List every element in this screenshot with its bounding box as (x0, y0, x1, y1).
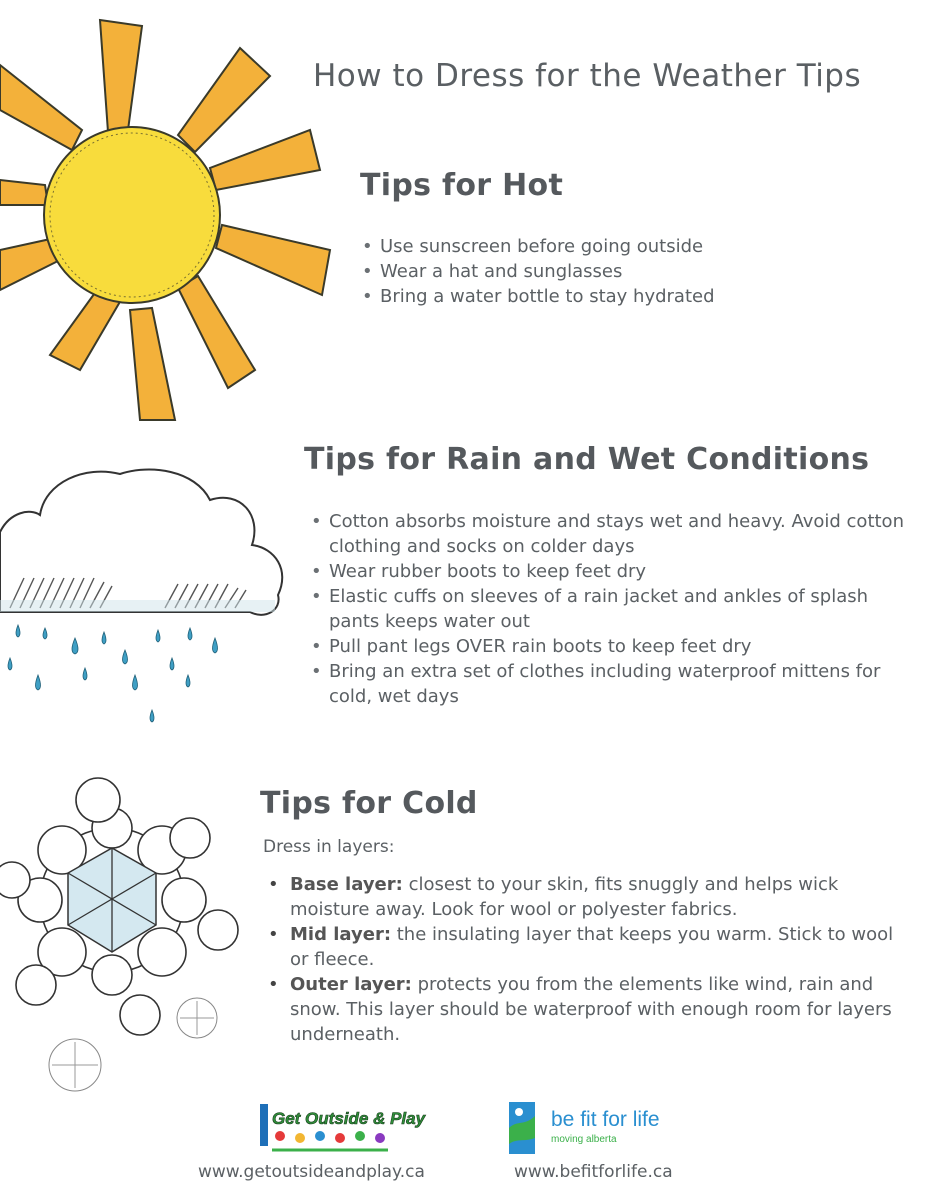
getoutsideandplay-link[interactable]: www.getoutsideandplay.ca (198, 1162, 425, 1182)
list-item: • Wear a hat and sunglasses (362, 259, 882, 284)
layer-label: Base layer: (290, 874, 403, 895)
cold-tips-list (268, 872, 898, 1047)
hot-tips-list (362, 234, 882, 309)
sun-icon (0, 10, 345, 430)
rain-tips-list (311, 509, 916, 709)
snowflake-icon (0, 770, 250, 1090)
list-item (268, 972, 898, 1047)
list-item: • Wear rubber boots to keep feet dry (311, 559, 916, 584)
befitforlife-logo (505, 1098, 685, 1156)
list-item: • Use sunscreen before going outside (362, 234, 882, 259)
list-item: • Cotton absorbs moisture and stays wet and heavy. Avoid cotton clothing and socks on colder days (311, 509, 916, 559)
list-item: • Bring a water bottle to stay hydrated (362, 284, 882, 309)
layer-text: protects you from the elements like wind, rain and snow. This layer should be waterproof with enough room for layers underneath. (290, 974, 892, 1045)
layer-text: the insulating layer that keeps you warm. Stick to wool or fleece. (290, 924, 894, 970)
logo-right-text: be fit for life (551, 1108, 660, 1131)
layer-label: Mid layer: (290, 924, 392, 945)
list-item (268, 922, 898, 972)
befit-mark-icon (505, 1098, 545, 1156)
list-item: • Elastic cuffs on sleeves of a rain jacket and ankles of splash pants keeps water out (311, 584, 916, 634)
cold-intro: Dress in layers: (263, 837, 395, 857)
hot-heading: Tips for Hot (360, 168, 564, 203)
list-item: • Pull pant legs OVER rain boots to keep feet dry (311, 634, 916, 659)
kids-logo-icon (258, 1098, 426, 1156)
cloud-rain-icon (0, 460, 300, 740)
page-title: How to Dress for the Weather Tips (313, 58, 862, 94)
layer-text: closest to your skin, fits snuggly and helps wick moisture away. Look for wool or polyester fabrics. (290, 874, 839, 920)
list-item (268, 872, 898, 922)
layer-label: Outer layer: (290, 974, 412, 995)
list-item: • Bring an extra set of clothes including waterproof mittens for cold, wet days (311, 659, 916, 709)
cold-heading: Tips for Cold (260, 786, 478, 821)
logo-right-sub: moving alberta (551, 1134, 617, 1145)
rain-heading: Tips for Rain and Wet Conditions (304, 442, 870, 477)
befitforlife-link[interactable]: www.befitforlife.ca (514, 1162, 673, 1182)
logo-left-text: Get Outside & Play (272, 1109, 426, 1128)
get-outside-play-logo (258, 1098, 426, 1156)
